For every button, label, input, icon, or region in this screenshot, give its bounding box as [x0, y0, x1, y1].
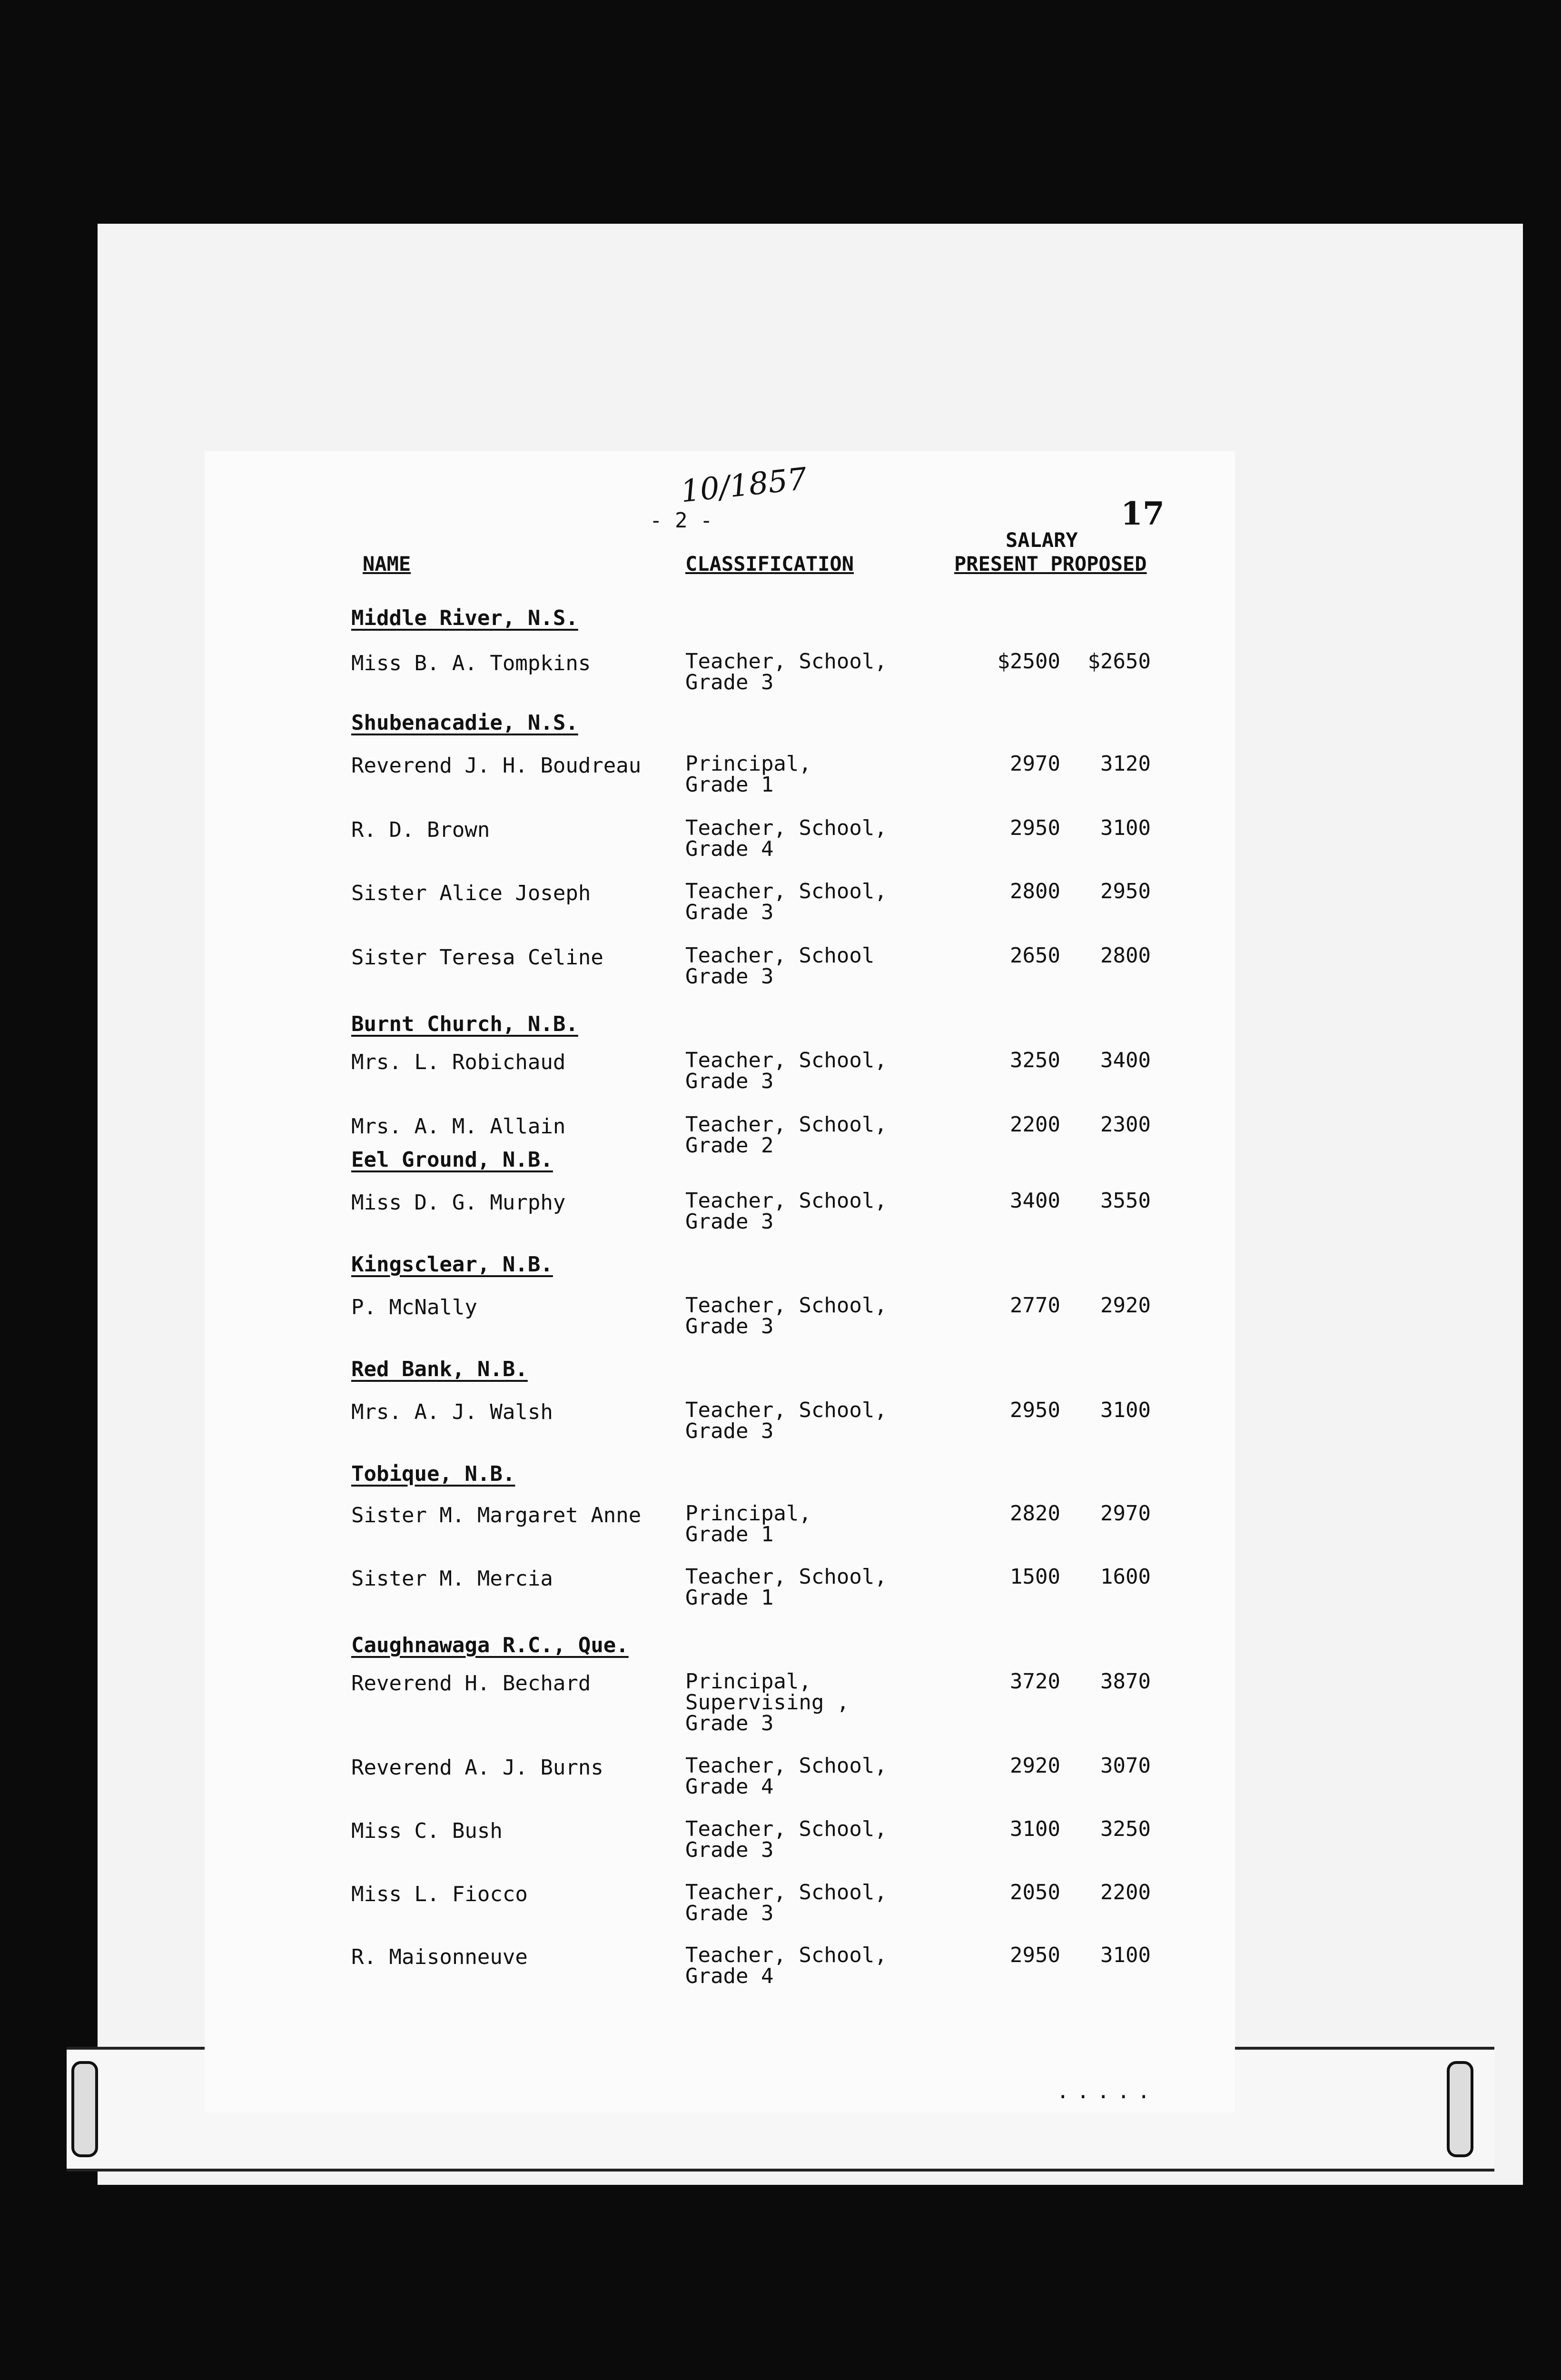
- location-heading: Eel Ground, N.B.: [351, 1148, 553, 1172]
- proposed-salary-cell: 3070: [1100, 1754, 1151, 1778]
- present-salary-cell: 3100: [1010, 1817, 1060, 1841]
- present-salary-cell: 3400: [1010, 1189, 1060, 1213]
- proposed-salary-cell: 3400: [1100, 1048, 1151, 1072]
- folio-number: 17: [1121, 495, 1165, 532]
- name-cell: Reverend A. J. Burns: [351, 1755, 603, 1780]
- present-salary-cell: 1500: [1010, 1565, 1060, 1589]
- column-header-name: NAME: [363, 552, 411, 575]
- binder-clip-left: [71, 2061, 98, 2157]
- proposed-salary-cell: 2300: [1100, 1112, 1151, 1137]
- classification-cell: Principal, Supervising , Grade 3: [685, 1669, 850, 1735]
- binder-clip-right: [1447, 2061, 1473, 2157]
- present-salary-cell: 2920: [1010, 1754, 1060, 1778]
- classification-cell: Teacher, School, Grade 3: [685, 879, 887, 924]
- table-row: [351, 1295, 1217, 1338]
- table-row: [351, 1567, 1217, 1609]
- classification-cell: Teacher, School, Grade 3: [685, 1880, 887, 1925]
- location-heading: Shubenacadie, N.S.: [351, 711, 578, 735]
- name-cell: Mrs. A. J. Walsh: [351, 1400, 553, 1424]
- name-cell: R. D. Brown: [351, 818, 490, 842]
- proposed-salary-cell: 3100: [1100, 1943, 1151, 1967]
- proposed-salary-cell: 3100: [1100, 816, 1151, 840]
- classification-cell: Teacher, School, Grade 3: [685, 1817, 887, 1862]
- proposed-salary-cell: 2200: [1100, 1880, 1151, 1904]
- table-row: [351, 1882, 1217, 1925]
- name-cell: Sister Alice Joseph: [351, 881, 591, 905]
- present-salary-cell: 2650: [1010, 943, 1060, 968]
- table-row: [351, 754, 1217, 796]
- table-row: [351, 881, 1217, 924]
- table-row: [351, 1669, 1217, 1735]
- location-heading: Tobique, N.B.: [351, 1462, 515, 1486]
- table-row: [351, 1945, 1217, 1988]
- location-heading: Caughnawaga R.C., Que.: [351, 1633, 629, 1657]
- classification-cell: Teacher, School, Grade 4: [685, 1754, 887, 1799]
- present-salary-cell: $2500: [997, 649, 1060, 674]
- proposed-salary-cell: 3250: [1100, 1817, 1151, 1841]
- present-salary-cell: 2950: [1010, 1943, 1060, 1967]
- name-cell: Mrs. L. Robichaud: [351, 1050, 566, 1074]
- classification-cell: Principal, Grade 1: [685, 752, 811, 797]
- name-cell: Sister Teresa Celine: [351, 945, 603, 970]
- proposed-salary-cell: 2800: [1100, 943, 1151, 968]
- name-cell: Mrs. A. M. Allain: [351, 1114, 566, 1139]
- table-row: [351, 818, 1217, 861]
- present-salary-cell: 2950: [1010, 1398, 1060, 1422]
- location-heading: Middle River, N.S.: [351, 606, 578, 630]
- classification-cell: Teacher, School, Grade 3: [685, 1189, 887, 1234]
- classification-cell: Teacher, School, Grade 3: [685, 1293, 887, 1339]
- table-row: [351, 1819, 1217, 1862]
- page-number: - 2 -: [650, 508, 713, 533]
- location-heading: Burnt Church, N.B.: [351, 1012, 578, 1036]
- name-cell: Reverend H. Bechard: [351, 1671, 591, 1696]
- continuation-dots: .....: [1057, 2079, 1158, 2103]
- table-row: [351, 1400, 1217, 1443]
- proposed-salary-cell: 2970: [1100, 1501, 1151, 1526]
- name-cell: Reverend J. H. Boudreau: [351, 754, 642, 778]
- name-cell: Sister M. Margaret Anne: [351, 1503, 642, 1527]
- present-salary-cell: 2950: [1010, 816, 1060, 840]
- classification-cell: Teacher, School Grade 3: [685, 943, 875, 989]
- name-cell: Miss L. Fiocco: [351, 1882, 528, 1906]
- present-salary-cell: 2200: [1010, 1112, 1060, 1137]
- name-cell: Miss B. A. Tompkins: [351, 651, 591, 675]
- table-row: [351, 1190, 1217, 1233]
- proposed-salary-cell: $2650: [1087, 649, 1151, 674]
- column-header-present-proposed: PRESENT PROPOSED: [954, 552, 1147, 575]
- classification-cell: Teacher, School, Grade 3: [685, 649, 887, 694]
- name-cell: Sister M. Mercia: [351, 1567, 553, 1591]
- proposed-salary-cell: 3100: [1100, 1398, 1151, 1422]
- name-cell: Miss C. Bush: [351, 1819, 503, 1843]
- table-row: [351, 1755, 1217, 1798]
- present-salary-cell: 2820: [1010, 1501, 1060, 1526]
- name-cell: Miss D. G. Murphy: [351, 1190, 566, 1215]
- proposed-salary-cell: 2920: [1100, 1293, 1151, 1318]
- proposed-salary-cell: 3550: [1100, 1189, 1151, 1213]
- table-row: [351, 1050, 1217, 1093]
- table-row: [351, 945, 1217, 988]
- present-salary-cell: 2770: [1010, 1293, 1060, 1318]
- location-heading: Red Bank, N.B.: [351, 1357, 528, 1381]
- document-page: [205, 451, 1235, 2112]
- classification-cell: Principal, Grade 1: [685, 1501, 811, 1547]
- name-cell: P. McNally: [351, 1295, 477, 1319]
- classification-cell: Teacher, School, Grade 4: [685, 1943, 887, 1988]
- location-heading: Kingsclear, N.B.: [351, 1252, 553, 1277]
- name-cell: R. Maisonneuve: [351, 1945, 528, 1969]
- present-salary-cell: 2970: [1010, 752, 1060, 776]
- column-header-salary: SALARY: [1006, 528, 1078, 552]
- handwritten-note: 10/1857: [679, 461, 809, 510]
- classification-cell: Teacher, School, Grade 3: [685, 1048, 887, 1093]
- proposed-salary-cell: 3120: [1100, 752, 1151, 776]
- table-row: [351, 1503, 1217, 1546]
- present-salary-cell: 2800: [1010, 879, 1060, 903]
- present-salary-cell: 2050: [1010, 1880, 1060, 1904]
- proposed-salary-cell: 2950: [1100, 879, 1151, 903]
- table-row: [351, 651, 1217, 694]
- classification-cell: Teacher, School, Grade 1: [685, 1565, 887, 1610]
- present-salary-cell: 3720: [1010, 1669, 1060, 1694]
- classification-cell: Teacher, School, Grade 3: [685, 1398, 887, 1443]
- classification-cell: Teacher, School, Grade 2: [685, 1112, 887, 1158]
- column-header-classification: CLASSIFICATION: [685, 552, 854, 575]
- present-salary-cell: 3250: [1010, 1048, 1060, 1072]
- proposed-salary-cell: 1600: [1100, 1565, 1151, 1589]
- classification-cell: Teacher, School, Grade 4: [685, 816, 887, 861]
- proposed-salary-cell: 3870: [1100, 1669, 1151, 1694]
